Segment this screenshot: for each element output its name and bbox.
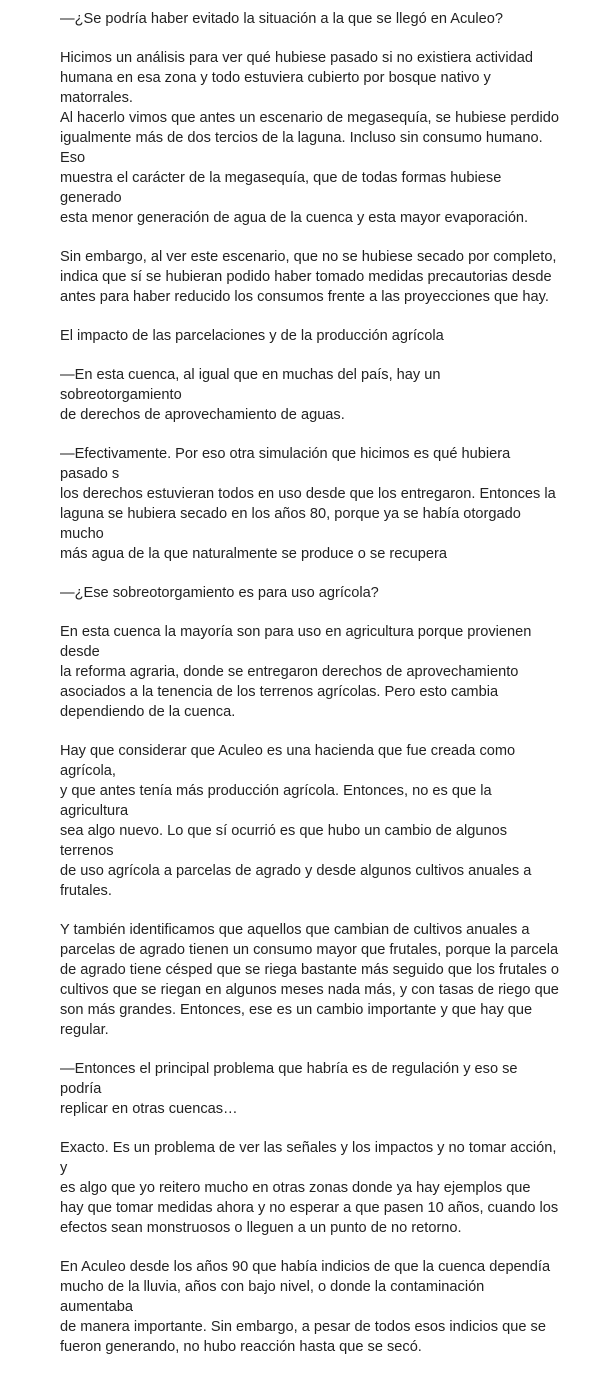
question-paragraph: —Entonces el principal problema que habría es de regulación y eso se podría replicar en otras cuencas… [60, 1061, 518, 1117]
question-paragraph: —¿Ese sobreotorgamiento es para uso agrícola? [60, 585, 379, 601]
answer-paragraph: Hicimos un análisis para ver qué hubiese pasado si no existiera actividad humana en esa zona y todo estuviera cubierto por bosque nativo y matorrales. Al hacerlo vimos que antes un escenario de megasequía, se hubiese perdido igualmente más de dos tercios de la laguna. Incluso sin consumo humano. Eso muestra el carácter de la megasequía, que de todas formas hubiese generado esta menor generación de agua de la cuenca y esta mayor evaporación. [60, 50, 559, 226]
answer-paragraph: Sin embargo, al ver este escenario, que no se hubiese secado por completo, indica que sí se hubieran podido haber tomado medidas precautorias desde antes para haber reducido los consumos frente a las proyecciones que hay. [60, 249, 557, 305]
section-heading: El impacto de las parcelaciones y de la producción agrícola [60, 328, 444, 344]
answer-paragraph: Hay que considerar que Aculeo es una hacienda que fue creada como agrícola, y que antes tenía más producción agrícola. Entonces, no es que la agricultura sea algo nuevo. Lo que sí ocurrió es que hubo un cambio de algunos terrenos de uso agrícola a parcelas de agrado y desde algunos cultivos anuales a frutales. [60, 743, 532, 899]
question-paragraph: —¿Se podría haber evitado la situación a la que se llegó en Aculeo? [60, 11, 503, 27]
article-body [60, 9, 560, 1376]
answer-paragraph: Y también identificamos que aquellos que cambian de cultivos anuales a parcelas de agrado tienen un consumo mayor que frutales, porque la parcela de agrado tiene césped que se riega bastante más seguido que los frutales o cultivos que se riegan en algunos meses nada más, y con tasas de riego que son más grandes. Entonces, ese es un cambio importante y que hay que regular. [60, 922, 559, 1038]
answer-paragraph: Exacto. Es un problema de ver las señales y los impactos y no tomar acción, y es algo que yo reitero mucho en otras zonas donde ya hay ejemplos que hay que tomar medidas ahora y no esperar a que pasen 10 años, cuando los efectos sean monstruosos o lleguen a un punto de no retorno. [60, 1140, 559, 1236]
question-paragraph: —En esta cuenca, al igual que en muchas del país, hay un sobreotorgamiento de derechos de aprovechamiento de aguas. [60, 367, 441, 423]
answer-paragraph: En Aculeo desde los años 90 que había indicios de que la cuenca dependía mucho de la lluvia, años con bajo nivel, o donde la contaminación aumentaba de manera importante. Sin embargo, a pesar de todos esos indicios que se fueron generando, no hubo reacción hasta que se secó. [60, 1259, 551, 1355]
answer-paragraph: En esta cuenca la mayoría son para uso en agricultura porque provienen desde la reforma agraria, donde se entregaron derechos de aprovechamiento asociados a la tenencia de los terrenos agrícolas. Pero esto cambia dependiendo de la cuenca. [60, 624, 532, 720]
answer-paragraph: —Efectivamente. Por eso otra simulación que hicimos es qué hubiera pasado s los derechos estuvieran todos en uso desde que los entregaron. Entonces la laguna se hubiera secado en los años 80, porque ya se había otorgado mucho más agua de la que naturalmente se produce o se recupera [60, 446, 556, 562]
